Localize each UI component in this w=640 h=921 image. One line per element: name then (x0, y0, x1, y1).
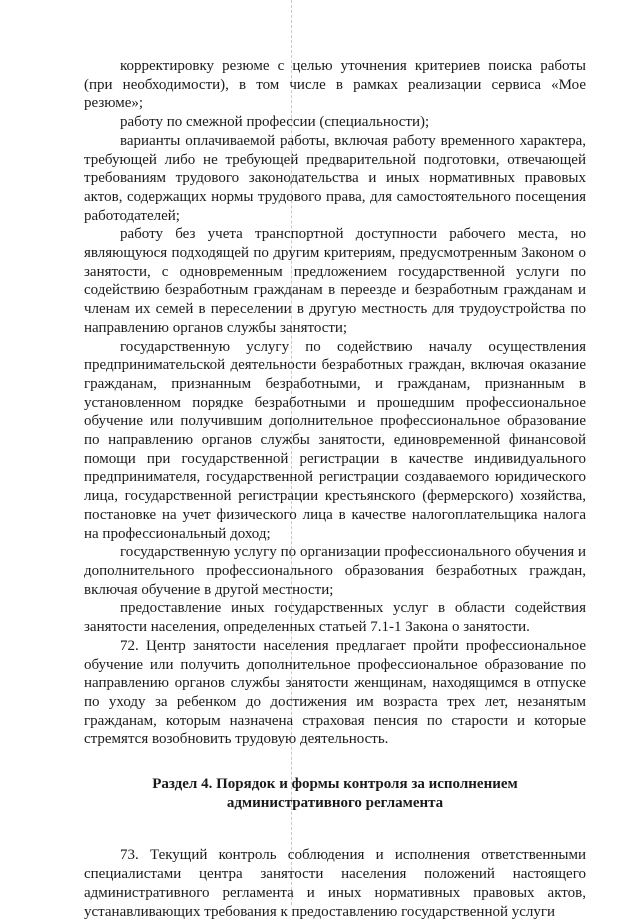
paragraph-paid-work-options: варианты оплачиваемой работы, включая работу временного характера, требующей либо не требующей предварительной подготовки, отвечающей требованиям трудового законодательства и иных нормативных правовых актов, содержащих нормы трудового права, для самостоятельного посещения работодателей; (84, 132, 586, 224)
paragraph-professional-training: государственную услугу по организации профессионального обучения и дополнительного профессионального образования безработных граждан, включая обучение в другой местности; (84, 544, 586, 598)
paragraph-work-without-transport: работу без учета транспортной доступности рабочего места, но являющуюся подходящей по другим критериям, предусмотренным Законом о занятости, с одновременным предложением государственной услуги по содействию безработным гражданам в переезде и безработным гражданам и членам их семей в переселении в другую местность для трудоустройства по направлению органов службы занятости; (84, 226, 586, 336)
paragraph-item-73: 73. Текущий контроль соблюдения и исполнения ответственными специалистами центра занятости населения положений настоящего административного регламента и иных нормативных правовых актов, устанавливающих требования к предоставлению государственной услуги (84, 847, 586, 920)
paragraph-related-profession: работу по смежной профессии (специальности); (120, 114, 430, 131)
paragraph-entrepreneurship-service: государственную услугу по содействию началу осуществления предпринимательской деятельности безработных граждан, включая оказание гражданам, признанным безработными, и гражданам, признанным в установленном порядке безработными и прошедшим профессиональное обучение или получившим дополнительное профессиональное образование по направлению органов службы занятости, единовременной финансовой помощи при государственной регистрации в качестве индивидуального предпринимателя, государственной регистрации создаваемого юридического лица, государственной регистрации крестьянского (фермерского) хозяйства, постановке на учет физического лица в качестве налогоплательщика налога на профессиональный доход; (84, 338, 586, 542)
heading-spacer (84, 812, 586, 846)
paragraph-item-72: 72. Центр занятости населения предлагает пройти профессиональное обучение или получить дополнительное профессиональное образование по направлению органов службы занятости женщинам, находящимся в отпуске по уходу за ребенком до достижения им возраста трех лет, незанятым гражданам, которым назначена страховая пенсия по старости и которые стремятся возобновить трудовую деятельность. (84, 637, 586, 748)
document-body (84, 57, 586, 921)
paragraph-other-services: предоставление иных государственных услуг в области содействия занятости населения, определенных статьей 7.1-1 Закона о занятости. (84, 600, 586, 636)
paragraph-resume-correction: корректировку резюме с целью уточнения критериев поиска работы (при необходимости), в том числе в рамках реализации сервиса «Мое резюме»; (84, 58, 586, 112)
section-heading: Раздел 4. Порядок и формы контроля за исполнением административного регламента (152, 776, 518, 811)
